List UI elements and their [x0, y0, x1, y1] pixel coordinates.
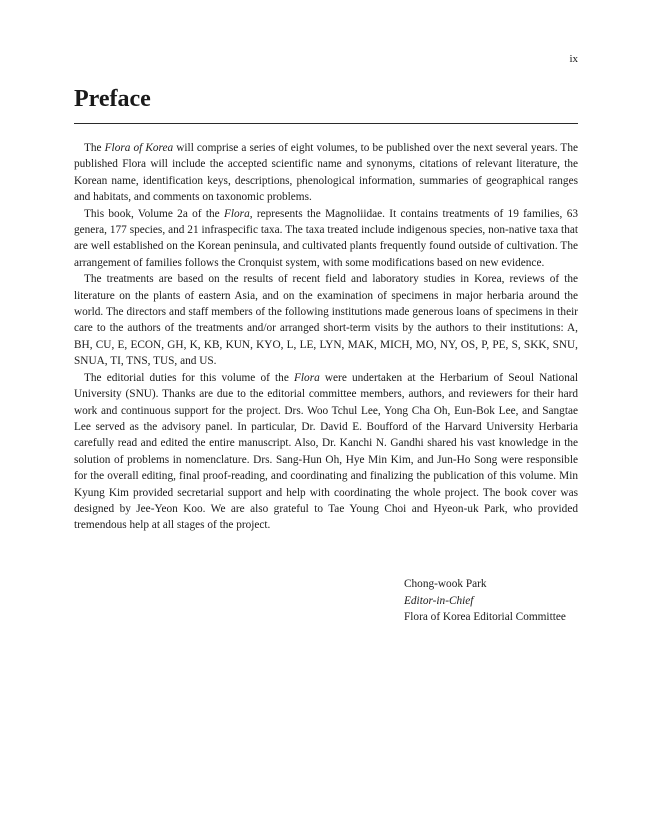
paragraph-text: The treatments are based on the results of recent field and laboratory studies in Korea, reviews of the literature on the plants of eastern Asia, and on the examination of specimens in major herbaria around the world. The directors and staff members of the following institutions made generous loans of specimens in their care to the authors of the treatments and/or arranged short-term visits by the authors to their institutions: A, BH, CU, E, ECON, GH, K, KB, KUN, KYO, L, LE, LYN, MAK, MICH, MO, NY, OS, P, PE, S, SKK, SNU, SNUA, TI, TNS, TUS, and US. — [74, 273, 578, 368]
book-title-italic: Flora — [294, 371, 320, 384]
signatory-organization: Flora of Korea Editorial Committee — [404, 611, 566, 623]
preface-paragraph-3 — [74, 271, 578, 369]
paragraph-text: , represents the Magnoliidae. It contains treatments of 19 families, 63 genera, 177 species, and 21 infraspecific taxa. The taxa treated include indigenous species, non-native taxa that are well established on the Korean peninsula, and cultivated plants frequently found outside of cultivation. The arrangement of families follows the Cronquist system, with some modifications based on new evidence. — [74, 207, 578, 269]
preface-paragraph-4 — [74, 370, 578, 534]
preface-body — [74, 140, 578, 534]
paragraph-text: will comprise a series of eight volumes, to be published over the next several years. The published Flora will include the accepted scientific name and synonyms, citations of relevant literature, the Korean name, identification keys, descriptions, phenological information, summaries of geographical ranges and habitats, and comments on taxonomic problems. — [74, 142, 578, 204]
signatory-name: Chong-wook Park — [404, 578, 487, 590]
book-title-italic: Flora — [223, 207, 250, 220]
paragraph-text: The — [84, 142, 105, 154]
book-title-italic: Flora of Korea — [104, 142, 174, 154]
paragraph-text: were undertaken at the Herbarium of Seoul National University (SNU). Thanks are due to the editorial committee members, authors, and reviewers for their hard work and continuous support for the project. Drs. Woo Tchul Lee, Yong Cha Oh, Eun-Bok Lee, and Sangtae Lee served as the advisory panel. In particular, Dr. David E. Boufford of the Harvard University Herbaria carefully read and edited the entire manuscript. Also, Dr. Kanchi N. Gandhi shared his vast knowledge in the solution of problems in nomenclature. Drs. Sang-Hun Oh, Hye Min Kim, and Jun-Ho Song were responsible for the overall editing, final proof-reading, and coordinating and finalizing the publication of this volume. Min Kyung Kim provided secretarial support and help with coordinating the whole project. The book cover was designed by Jee-Yeon Koo. We are also grateful to Tae Young Choi and Hyeon-uk Park, who provided tremendous help at all stages of the project. — [74, 371, 579, 532]
preface-paragraph-2 — [74, 206, 578, 272]
page-title: Preface — [74, 86, 151, 112]
paragraph-text: The editorial duties for this volume of the — [84, 371, 294, 384]
page-number: ix — [569, 53, 578, 65]
signature-block — [404, 576, 566, 626]
preface-paragraph-1 — [74, 140, 578, 206]
paragraph-text: This book, Volume 2a of the — [84, 207, 224, 220]
title-divider — [74, 123, 578, 124]
signatory-role: Editor-in-Chief — [404, 594, 474, 607]
